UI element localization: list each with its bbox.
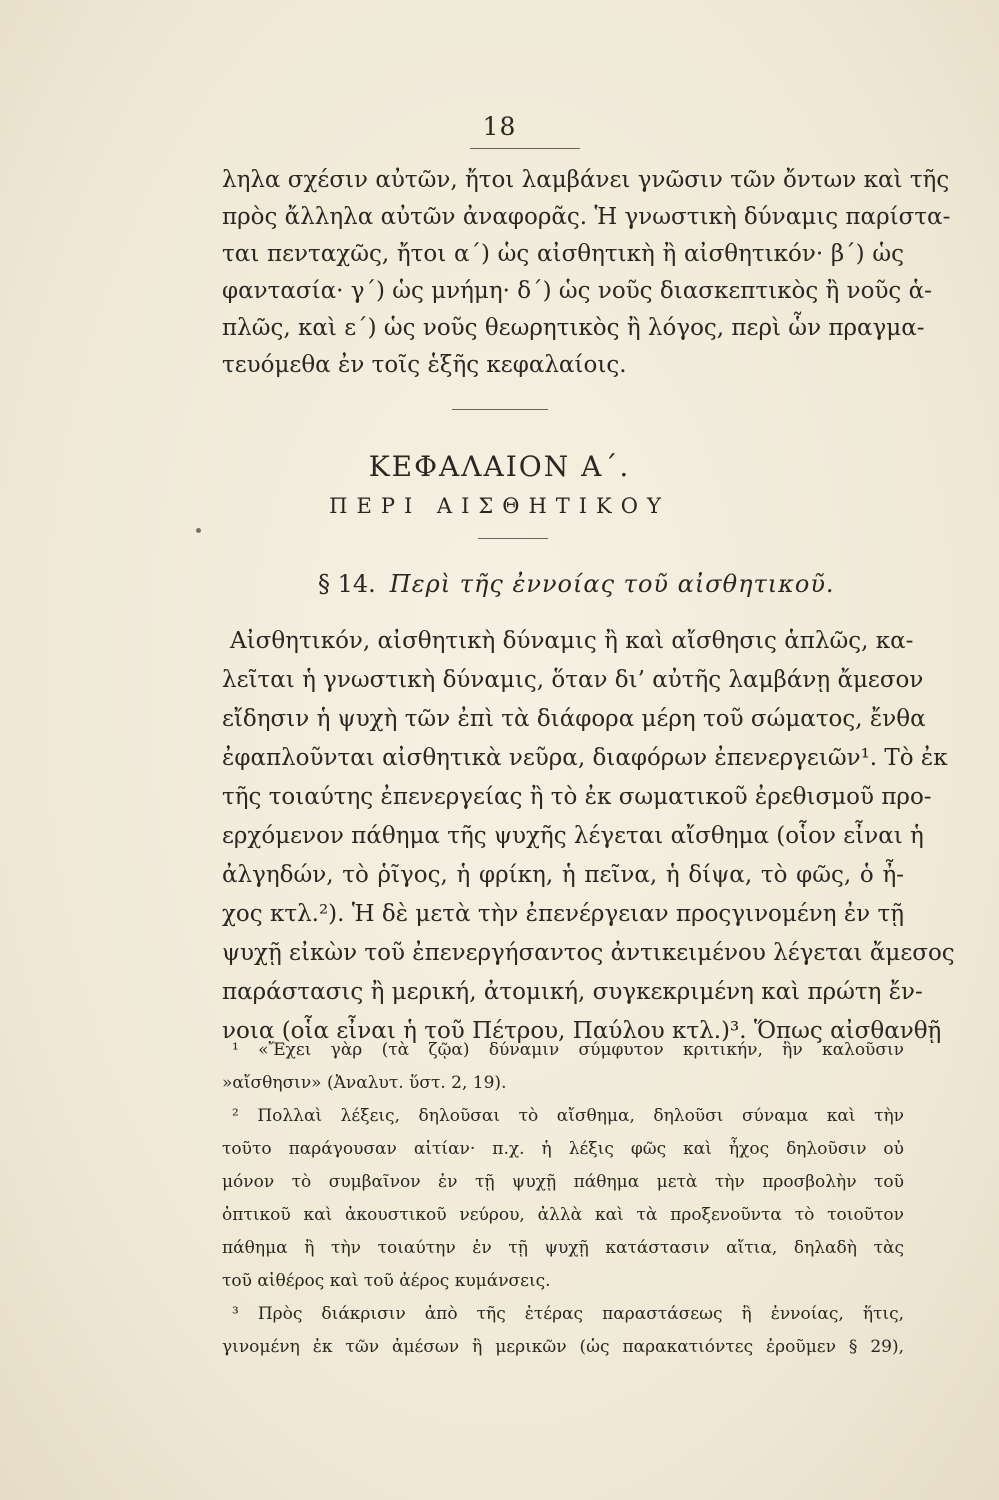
text-line: τευόμεθα ἐν τοῖς ἑξῆς κεφαλαίοις. bbox=[222, 352, 627, 378]
text-line: τῆς τοιαύτης ἐπενεργείας ἢ τὸ ἐκ σωματικοῦ ἐρεθισμοῦ προ- bbox=[222, 784, 932, 810]
footnote-line: πάθημα ἢ τὴν τοιαύτην ἐν τῇ ψυχῇ κατάστασιν αἴτια, δηλαδὴ τὰς bbox=[222, 1238, 904, 1258]
chapter-divider-top bbox=[452, 409, 548, 410]
text-line: χος κτλ.²). Ἡ δὲ μετὰ τὴν ἐπενέργειαν προςγινομένη ἐν τῇ bbox=[222, 901, 904, 927]
text-line: νοια (οἷα εἶναι ἡ τοῦ Πέτρου, Παύλου κτλ.)³. Ὅπως αἰσθανθῇ bbox=[222, 1018, 942, 1044]
text-line: λεῖται ἡ γνωστικὴ δύναμις, ὅταν δι’ αὐτῆς λαμβάνῃ ἄμεσον bbox=[222, 667, 924, 693]
section-heading bbox=[318, 570, 835, 598]
stray-ink-dot bbox=[196, 528, 201, 533]
footnote-line: »αἴσθησιν» (Ἀναλυτ. ὕστ. 2, 19). bbox=[222, 1073, 507, 1093]
footnote-line: ³ Πρὸς διάκρισιν ἀπὸ τῆς ἑτέρας παραστάσεως ἢ ἐννοίας, ἥτις, bbox=[232, 1304, 904, 1324]
footnote-line: τοῦτο παράγουσαν αἰτίαν· π.χ. ἡ λέξις φῶς καὶ ἦχος δηλοῦσιν οὐ bbox=[222, 1139, 904, 1159]
text-line: φαντασία· γ΄) ὡς μνήμη· δ΄) ὡς νοῦς διασκεπτικὸς ἢ νοῦς ἁ- bbox=[222, 278, 932, 304]
footnote-line: γινομένη ἐκ τῶν ἀμέσων ἢ μερικῶν (ὡς παρακατιόντες ἐροῦμεν § 29), bbox=[222, 1337, 904, 1357]
text-line: ερχόμενον πάθημα τῆς ψυχῆς λέγεται αἴσθημα (οἷον εἶναι ἡ bbox=[222, 823, 924, 849]
footnote-line: μόνον τὸ συμβαῖνον ἐν τῇ ψυχῇ πάθημα μετὰ τὴν προσβολὴν τοῦ bbox=[222, 1172, 904, 1192]
footnote-line: ² Πολλαὶ λέξεις, δηλοῦσαι τὸ αἴσθημα, δηλοῦσι σύναμα καὶ τὴν bbox=[232, 1106, 904, 1126]
section-title: Περὶ τῆς ἐννοίας τοῦ αἰσθητικοῦ. bbox=[389, 570, 835, 598]
text-line: πρὸς ἄλληλα αὐτῶν ἀναφορᾶς. Ἡ γνωστικὴ δύναμις παρίστα- bbox=[222, 204, 951, 230]
text-line: ἀλγηδών, τὸ ῥῖγος, ἡ φρίκη, ἡ πεῖνα, ἡ δίψα, τὸ φῶς, ὁ ἦ- bbox=[222, 862, 904, 888]
page-number-underline bbox=[470, 148, 580, 149]
text-line: ἐφαπλοῦνται αἰσθητικὰ νεῦρα, διαφόρων ἐπενεργειῶν¹. Τὸ ἐκ bbox=[222, 745, 948, 771]
page-number: 18 bbox=[482, 112, 517, 141]
chapter-title: ΚΕΦΑΛΑΙΟΝ Α΄. bbox=[368, 450, 631, 483]
text-line: ληλα σχέσιν αὐτῶν, ἤτοι λαμβάνει γνῶσιν τῶν ὄντων καὶ τῆς bbox=[222, 167, 950, 193]
text-line: πλῶς, καὶ ε΄) ὡς νοῦς θεωρητικὸς ἢ λόγος, περὶ ὧν πραγμα- bbox=[222, 315, 925, 341]
intro-paragraph bbox=[222, 162, 951, 384]
chapter-subtitle: ΠΕΡΙ ΑΙΣΘΗΤΙΚΟΥ bbox=[329, 494, 670, 518]
footnotes bbox=[222, 1034, 904, 1364]
text-line: εἴδησιν ἡ ψυχὴ τῶν ἐπὶ τὰ διάφορα μέρη τοῦ σώματος, ἔνθα bbox=[222, 706, 926, 732]
footnote-line: ὀπτικοῦ καὶ ἀκουστικοῦ νεύρου, ἀλλὰ καὶ τὰ προξενοῦντα τὸ τοιοῦτον bbox=[222, 1205, 904, 1225]
text-line: Αἰσθητικόν, αἰσθητικὴ δύναμις ἢ καὶ αἴσθησις ἁπλῶς, κα- bbox=[230, 628, 914, 654]
section-number: § 14. bbox=[318, 570, 376, 598]
footnote-line: ¹ «Ἔχει γὰρ (τὰ ζῷα) δύναμιν σύμφυτον κριτικήν, ἣν καλοῦσιν bbox=[232, 1040, 904, 1060]
text-line: ται πενταχῶς, ἤτοι α΄) ὡς αἰσθητικὴ ἢ αἰσθητικόν· β΄) ὡς bbox=[222, 241, 904, 267]
footnote-line: τοῦ αἰθέρος καὶ τοῦ ἀέρος κυμάνσεις. bbox=[222, 1271, 551, 1291]
chapter-divider-bottom bbox=[478, 538, 548, 539]
main-paragraph bbox=[222, 622, 955, 1051]
text-line: ψυχῇ εἰκὼν τοῦ ἐπενεργήσαντος ἀντικειμένου λέγεται ἄμεσος bbox=[222, 940, 955, 966]
text-line: παράστασις ἢ μερική, ἀτομική, συγκεκριμένη καὶ πρώτη ἔν- bbox=[222, 979, 923, 1005]
